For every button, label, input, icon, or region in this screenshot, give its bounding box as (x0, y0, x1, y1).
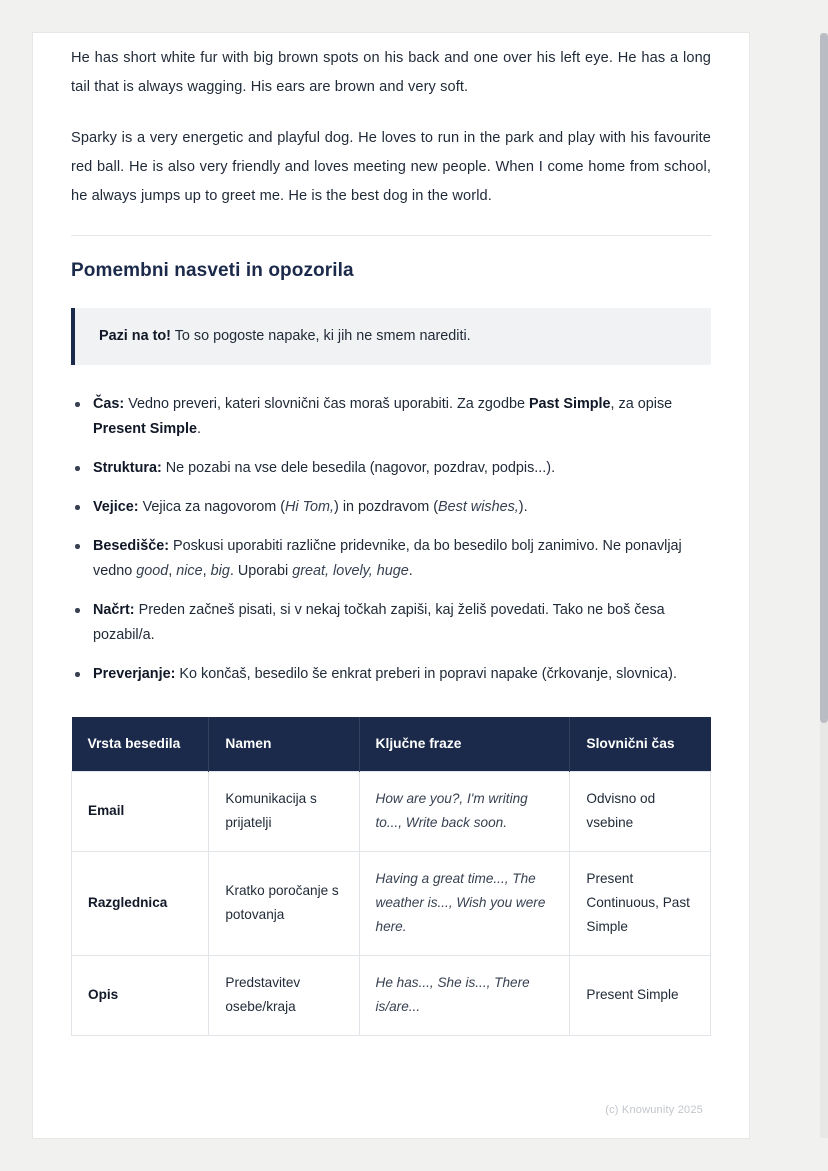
tip-text: , za opise (610, 396, 673, 412)
table-header-row (72, 717, 711, 772)
cell-tense: Present Continuous, Past Simple (570, 852, 711, 956)
tip-text: ) in pozdravom ( (334, 499, 439, 515)
list-item (71, 456, 711, 481)
column-header-kind: Vrsta besedila (72, 717, 209, 772)
list-item (71, 495, 711, 520)
tip-term: Čas: (93, 396, 125, 412)
cell-purpose: Predstavitev osebe/kraja (209, 956, 359, 1036)
list-item (71, 534, 711, 584)
tip-term: Vejice: (93, 499, 139, 515)
tip-text: ). (518, 499, 528, 515)
paragraph: He has short white fur with big brown spots on his back and one over his left eye. He has a long tail that is always wagging. His ears are brown and very soft. (71, 50, 711, 95)
cell-kind: Email (72, 772, 209, 852)
tip-example: nice (176, 563, 203, 579)
table-row (72, 852, 711, 956)
cell-purpose: Komunikacija s prijatelji (209, 772, 359, 852)
document-content (33, 44, 749, 1036)
tip-term: Struktura: (93, 460, 162, 476)
callout-text: To so pogoste napake, ki jih ne smem narediti. (170, 328, 471, 344)
tip-example: Hi Tom, (285, 499, 335, 515)
column-header-purpose: Namen (209, 717, 359, 772)
tip-text: Vedno preveri, kateri slovnični čas moraš uporabiti. Za zgodbe (124, 396, 529, 412)
tip-text: , (202, 563, 211, 579)
table-body (72, 772, 711, 1036)
tip-term: Preverjanje: (93, 666, 176, 682)
cell-tense: Present Simple (570, 956, 711, 1036)
cell-purpose: Kratko poročanje s potovanja (209, 852, 359, 956)
tip-example: big (210, 563, 230, 579)
tip-text: , (168, 563, 177, 579)
tip-text: . Uporabi (229, 563, 293, 579)
tip-text: Ne pozabi na vse dele besedila (nagovor, pozdrav, podpis...). (161, 460, 556, 476)
tip-example: good (136, 563, 169, 579)
tip-term: Besedišče: (93, 538, 169, 554)
table-row (72, 956, 711, 1036)
tip-emphasis: Past Simple (528, 396, 611, 412)
tip-example: Best wishes, (438, 499, 519, 515)
tip-example: great, lovely, huge (292, 563, 409, 579)
paragraph: Sparky is a very energetic and playful dog. He loves to run in the park and play with his favourite red ball. He is also very friendly and loves meeting new people. When I come home from school, he always jumps up to greet me. He is the best dog in the world. (71, 130, 711, 204)
cell-phrases: He has..., She is..., There is/are... (359, 956, 570, 1036)
page-title: Pomembni nasveti in opozorila (71, 260, 354, 281)
tip-emphasis: Present Simple (93, 421, 197, 437)
list-item (71, 598, 711, 648)
column-header-tense: Slovnični čas (570, 717, 711, 772)
scrollbar-thumb[interactable] (820, 33, 828, 723)
tip-text: Ko končaš, besedilo še enkrat preberi in popravi napake (črkovanje, slovnica). (175, 666, 677, 682)
tip-text: Vejica za nagovorom ( (138, 499, 285, 515)
list-item (71, 662, 711, 687)
reference-table (71, 717, 711, 1036)
cell-tense: Odvisno od vsebine (570, 772, 711, 852)
column-header-phrases: Ključne fraze (359, 717, 570, 772)
cell-phrases: Having a great time..., The weather is..., Wish you were here. (359, 852, 570, 956)
warning-callout (71, 308, 711, 365)
tip-text: . (408, 563, 413, 579)
tip-text: Preden začneš pisati, si v nekaj točkah zapiši, kaj želiš povedati. Tako ne boš česa pozabil/a. (93, 602, 665, 643)
callout-label: Pazi na to! (99, 328, 171, 344)
divider (71, 235, 711, 236)
tip-text: . (196, 421, 201, 437)
cell-kind: Razglednica (72, 852, 209, 956)
table-row (72, 772, 711, 852)
table-header (72, 717, 711, 772)
cell-kind: Opis (72, 956, 209, 1036)
tip-term: Načrt: (93, 602, 135, 618)
watermark: (c) Knowunity 2025 (605, 1104, 703, 1116)
tips-list (71, 392, 711, 687)
list-item (71, 392, 711, 442)
document-page (33, 33, 749, 1138)
tip-text: Poskusi uporabiti različne pridevnike, da bo besedilo bolj zanimivo. Ne ponavljaj vedno (93, 538, 682, 579)
cell-phrases: How are you?, I'm writing to..., Write back soon. (359, 772, 570, 852)
